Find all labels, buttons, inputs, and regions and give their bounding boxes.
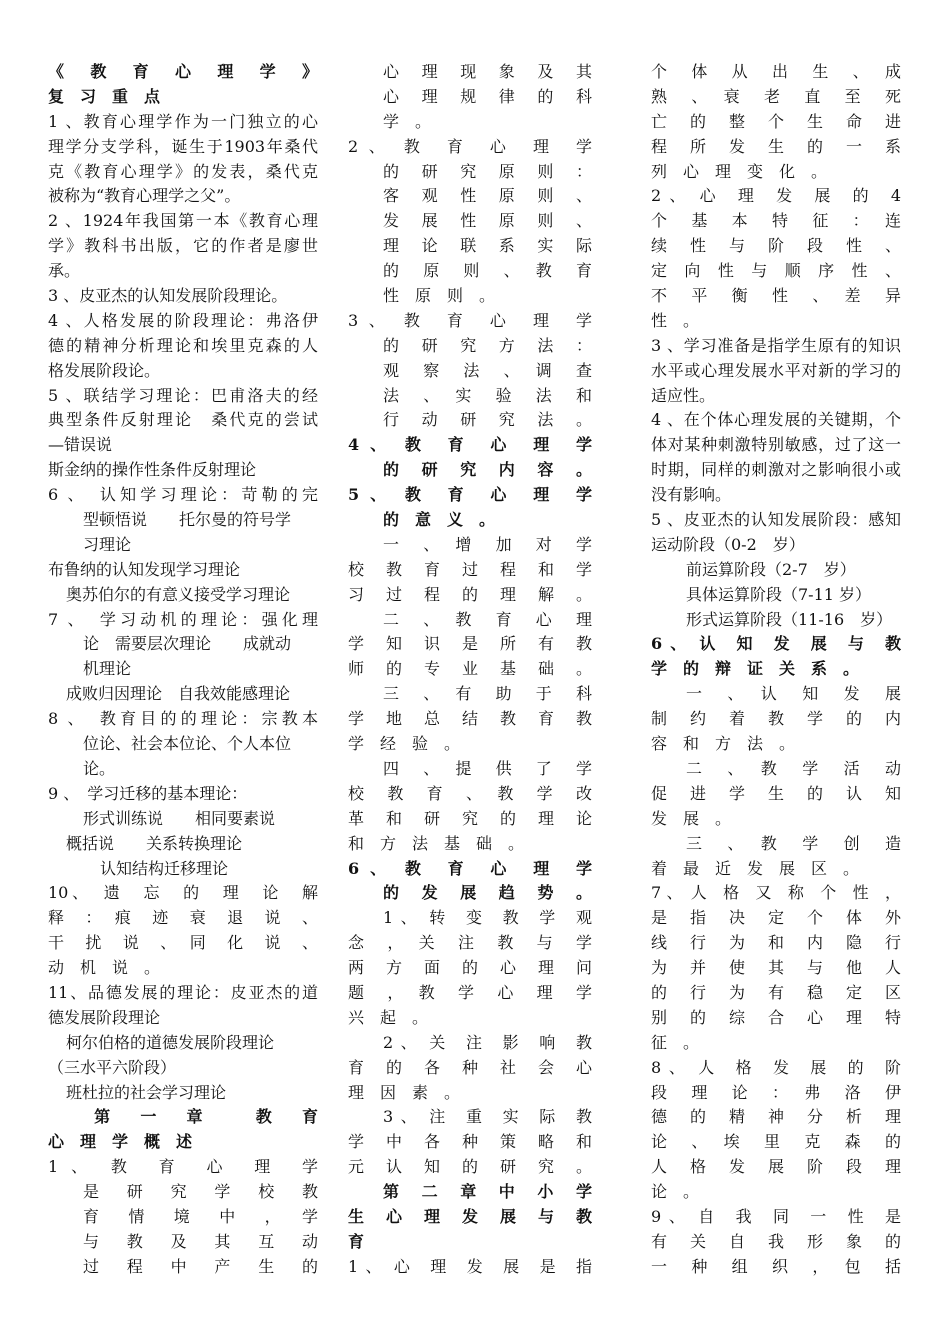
- text-line: 与 教 及 其 互 动: [83, 1231, 318, 1251]
- text-line: 4 、在个体心理发展的关键期，个: [651, 410, 901, 430]
- text-line: 10、 遗 忘 的 理 论 解: [48, 883, 318, 903]
- text-line: 学 中 各 种 策 略 和: [348, 1132, 592, 1152]
- text-line: 不 平 衡 性 、 差 异: [651, 286, 901, 306]
- text-line: 克《教育心理学》的发表，桑代克: [48, 161, 318, 181]
- text-line: 论。: [83, 758, 116, 778]
- text-line: 布鲁纳的认知发现学习理论: [48, 559, 241, 579]
- text-line: 2 、1924年我国第一本《教育心理: [48, 211, 318, 231]
- text-line: 段 理 论 ： 弗 洛 伊: [651, 1082, 901, 1102]
- text-line: 8 、 教育目的的理论：宗教本: [48, 709, 318, 729]
- text-line: 理学分支学科，诞生于1903年桑代: [48, 136, 318, 156]
- text-line: 心 理 规 律 的 科: [383, 86, 592, 106]
- text-line: 客 观 性 原 则 、: [383, 186, 592, 206]
- text-line: 的 研 究 方 法 ：: [383, 335, 592, 355]
- text-line: 具体运算阶段（7-11 岁）: [686, 584, 872, 604]
- text-line: 四 、 提 供 了 学: [383, 758, 592, 778]
- text-line: 续 性 与 阶 段 性 、: [651, 236, 901, 256]
- text-line: 2 、 关 注 影 响 教: [383, 1032, 592, 1052]
- text-line: 征 。: [651, 1032, 700, 1052]
- text-line: 2 、 教 育 心 理 学: [348, 136, 592, 156]
- text-line: 理 因 素 。: [348, 1082, 461, 1102]
- text-line: 认知结构迁移理论: [100, 858, 229, 878]
- text-line: 3 、 注 重 实 际 教: [383, 1107, 592, 1127]
- text-line: 论 、 埃 里 克 森 的: [651, 1132, 901, 1152]
- text-line: 三 、 有 助 于 科: [383, 684, 592, 704]
- text-line: 奥苏伯尔的有意义接受学习理论: [66, 584, 291, 604]
- text-line: 11、品德发展的理论：皮亚杰的道: [48, 982, 318, 1002]
- text-line: 6 、 认 知 发 展 与 教: [651, 634, 901, 654]
- text-line: 法 、 实 验 法 和: [383, 385, 592, 405]
- text-line: 别 的 综 合 心 理 特: [651, 1007, 901, 1027]
- text-line: 师 的 专 业 基 础 。: [348, 659, 592, 679]
- text-line: 和 方 法 基 础 。: [348, 833, 525, 853]
- text-line: 发 展 。: [651, 808, 732, 828]
- text-line: 典型条件反射理论 桑代克的尝试: [48, 410, 318, 430]
- text-line: 1 、 转 变 教 学 观: [383, 908, 592, 928]
- text-line: 9 、 学习迁移的基本理论：: [48, 783, 248, 803]
- text-line: 的 发 展 趋 势 。: [383, 883, 592, 903]
- text-line: 念 ， 关 注 教 与 学: [348, 933, 592, 953]
- text-line: 的 研 究 原 则 ：: [383, 161, 592, 181]
- text-line: 4 、人格发展的阶段理论：弗洛伊: [48, 310, 318, 330]
- text-line: 体对某种刺激特别敏感，过了这一: [651, 435, 901, 455]
- text-line: 生 心 理 发 展 与 教: [348, 1206, 592, 1226]
- text-line: 容 和 方 法 。: [651, 734, 796, 754]
- text-line: 8 、 人 格 发 展 的 阶: [651, 1057, 901, 1077]
- text-line: 人 格 发 展 阶 段 理: [651, 1157, 901, 1177]
- text-line: 性 。: [651, 310, 700, 330]
- text-line: 心 理 学 概 述: [48, 1132, 193, 1152]
- text-line: 有 关 自 我 形 象 的: [651, 1231, 901, 1251]
- text-line: 5 、皮亚杰的认知发展阶段：感知: [651, 510, 901, 530]
- text-line: 学 知 识 是 所 有 教: [348, 634, 592, 654]
- text-line: 前运算阶段（2-7 岁）: [686, 559, 856, 579]
- text-line: 一 种 组 织 ， 包 括: [651, 1256, 901, 1276]
- text-line: 论 需要层次理论 成就动: [83, 634, 292, 654]
- text-line: 2 、 心 理 发 展 的 4: [651, 186, 901, 206]
- text-line: 班杜拉的社会学习理论: [66, 1082, 227, 1102]
- text-line: （三水平六阶段）: [48, 1057, 177, 1077]
- text-line: 形式运算阶段（11-16 岁）: [686, 609, 893, 629]
- column-right: [651, 60, 901, 1280]
- text-line: 释 ： 痕 迹 衰 退 说 、: [48, 908, 318, 928]
- text-line: 德的精神分析理论和埃里克森的人: [48, 335, 318, 355]
- text-line: 育: [348, 1231, 365, 1251]
- text-line: 行 动 研 究 法 。: [383, 410, 592, 430]
- text-line: 没有影响。: [651, 485, 732, 505]
- text-line: 第 二 章 中 小 学: [383, 1182, 592, 1202]
- text-line: 习理论: [83, 534, 132, 554]
- text-line: 学 经 验 。: [348, 734, 461, 754]
- text-line: 4 、 教 育 心 理 学: [348, 435, 592, 455]
- text-line: 线 行 为 和 内 隐 行: [651, 933, 901, 953]
- text-line: 两 方 面 的 心 理 问: [348, 958, 592, 978]
- text-line: 1 、 教 育 心 理 学: [48, 1157, 318, 1177]
- text-line: 9 、 自 我 同 一 性 是: [651, 1206, 901, 1226]
- text-line: 校 教 育 过 程 和 学: [348, 559, 592, 579]
- text-line: 6 、 教 育 心 理 学: [348, 858, 592, 878]
- text-line: 发 展 性 原 则 、: [383, 211, 592, 231]
- text-line: 论 。: [651, 1182, 700, 1202]
- text-line: 列 心 理 变 化 。: [651, 161, 828, 181]
- text-line: 二 、 教 学 活 动: [686, 758, 901, 778]
- text-line: 《 教 育 心 理 学 》: [48, 62, 318, 81]
- text-line: 水平或心理发展水平对新的学习的: [651, 360, 901, 380]
- text-line: 3 、学习准备是指学生原有的知识: [651, 335, 901, 355]
- text-line: 二 、 教 育 心 理: [383, 609, 592, 629]
- text-line: 学 地 总 结 教 育 教: [348, 709, 592, 729]
- text-line: 是 研 究 学 校 教: [83, 1182, 318, 1202]
- text-line: 学》教科书出版，它的作者是廖世: [48, 236, 318, 256]
- text-line: 习 过 程 的 理 解 。: [348, 584, 592, 604]
- text-line: 动 机 说 。: [48, 958, 161, 978]
- text-line: 概括说 关系转换理论: [66, 833, 243, 853]
- text-line: 的 研 究 内 容 。: [383, 460, 592, 480]
- text-line: 兴 起 。: [348, 1007, 429, 1027]
- text-line: 机理论: [83, 659, 132, 679]
- text-line: 复 习 重 点: [48, 86, 161, 106]
- text-line: 1 、 心 理 发 展 是 指: [348, 1256, 592, 1276]
- text-line: 学 的 辩 证 关 系 。: [651, 659, 860, 679]
- text-line: 的 意 义 。: [383, 510, 496, 530]
- column-middle: [348, 60, 592, 1280]
- text-line: 革 和 研 究 的 理 论: [348, 808, 592, 828]
- text-line: 元 认 知 的 研 究 。: [348, 1157, 592, 1177]
- text-line: 个 体 从 出 生 、 成: [651, 62, 901, 81]
- text-line: 5 、 教 育 心 理 学: [348, 485, 592, 505]
- text-line: 德 的 精 神 分 析 理: [651, 1107, 901, 1127]
- text-line: 德发展阶段理论: [48, 1007, 161, 1027]
- text-line: 为 并 使 其 与 他 人: [651, 958, 901, 978]
- text-line: 个 基 本 特 征 ： 连: [651, 211, 901, 231]
- text-line: 型顿悟说 托尔曼的符号学: [83, 510, 292, 530]
- text-line: 的 行 为 有 稳 定 区: [651, 982, 901, 1002]
- text-line: 1 、教育心理学作为一门独立的心: [48, 111, 318, 131]
- text-line: 干 扰 说 、 同 化 说 、: [48, 933, 318, 953]
- text-line: 观 察 法 、 调 查: [383, 360, 592, 380]
- text-line: 7 、 人 格 又 称 个 性 ，: [651, 883, 901, 903]
- text-line: 位论、社会本位论、个人本位: [83, 734, 292, 754]
- text-line: 6 、 认知学习理论：苛勒的完: [48, 485, 318, 505]
- text-line: 承。: [48, 261, 81, 281]
- text-line: 7 、 学习动机的理论：强化理: [48, 609, 318, 629]
- text-line: 过 程 中 产 生 的: [83, 1256, 318, 1276]
- text-line: 成败归因理论 自我效能感理论: [66, 684, 291, 704]
- text-line: 性 原 则 。: [383, 286, 496, 306]
- text-line: 学 。: [383, 111, 432, 131]
- text-line: 校 教 育 、 教 学 改: [348, 783, 592, 803]
- text-line: 是 指 决 定 个 体 外: [651, 908, 901, 928]
- text-line: 制 约 着 教 学 的 内: [651, 709, 901, 729]
- text-line: 育 的 各 种 社 会 心: [348, 1057, 592, 1077]
- text-line: 着 最 近 发 展 区 。: [651, 858, 860, 878]
- text-line: 理 论 联 系 实 际: [383, 236, 592, 256]
- text-line: 3 、 教 育 心 理 学: [348, 310, 592, 330]
- text-line: 适应性。: [651, 385, 716, 405]
- column-left: [48, 60, 318, 1280]
- text-line: 育 情 境 中 ， 学: [83, 1206, 318, 1226]
- text-line: 心 理 现 象 及 其: [383, 62, 592, 81]
- text-line: 三 、 教 学 创 造: [686, 833, 901, 853]
- text-line: 程 所 发 生 的 一 系: [651, 136, 901, 156]
- text-line: —错误说: [48, 435, 113, 455]
- text-line: 运动阶段（0-2 岁）: [651, 534, 805, 554]
- text-line: 题 ， 教 学 心 理 学: [348, 982, 592, 1002]
- text-line: 被称为“教育心理学之父”。: [48, 186, 241, 206]
- text-line: 柯尔伯格的道德发展阶段理论: [66, 1032, 275, 1052]
- text-line: 形式训练说 相同要素说: [83, 808, 276, 828]
- text-line: 5 、联结学习理论：巴甫洛夫的经: [48, 385, 318, 405]
- text-line: 第 一 章 教 育: [48, 1107, 318, 1127]
- text-line: 时期，同样的刺激对之影响很小或: [651, 460, 901, 480]
- text-line: 斯金纳的操作性条件反射理论: [48, 460, 257, 480]
- text-line: 定 向 性 与 顺 序 性 、: [651, 261, 901, 281]
- text-line: 格发展阶段论。: [48, 360, 161, 380]
- text-line: 一 、 认 知 发 展: [686, 684, 901, 704]
- text-line: 促 进 学 生 的 认 知: [651, 783, 901, 803]
- text-line: 一 、 增 加 对 学: [383, 534, 592, 554]
- text-line: 熟 、 衰 老 直 至 死: [651, 86, 901, 106]
- text-line: 3 、皮亚杰的认知发展阶段理论。: [48, 286, 288, 306]
- text-line: 的 原 则 、 教 育: [383, 261, 592, 281]
- text-line: 亡 的 整 个 生 命 进: [651, 111, 901, 131]
